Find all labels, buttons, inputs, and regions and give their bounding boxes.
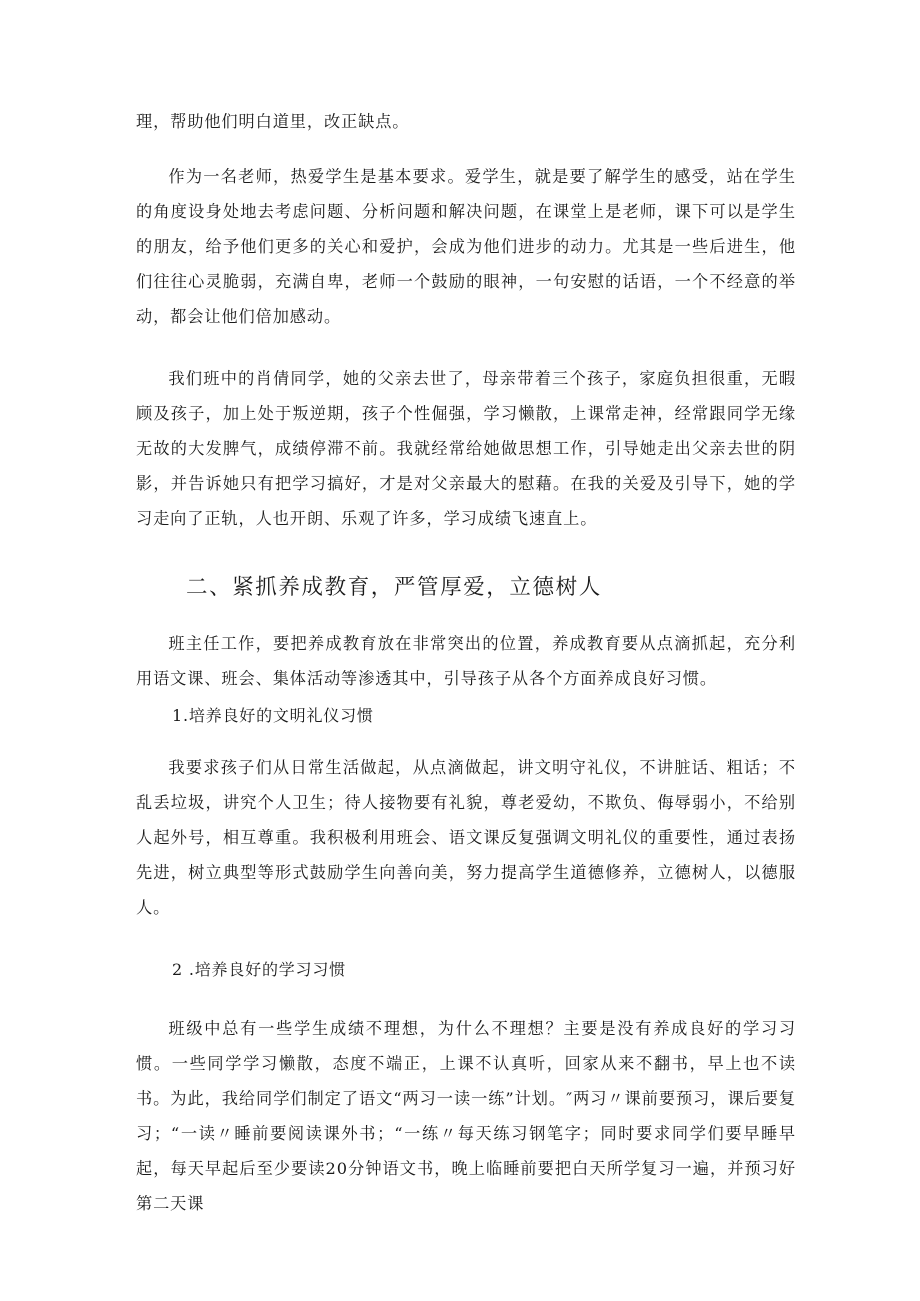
subheading-etiquette: 1.培养良好的文明礼仪习惯	[172, 706, 374, 725]
paragraph-study-habits: 班级中总有一些学生成绩不理想，为什么不理想？主要是没有养成良好的学习习惯。一些同学学习懒散，态度不端正，上课不认真听，回家从来不翻书，早上也不读书。为此，我给同学们制定了语文“两习一读一练”计划。″两习〃课前要预习，课后要复习；“一读〃睡前要阅读课外书；“一练〃每天练习钢笔字；同时要求同学们要早睡早起，每天早起后至少要读20分钟语文书，晚上临睡前要把白天所学复习一遍，并预习好第二天课	[136, 1019, 796, 1213]
paragraph-love-students: 作为一名老师，热爱学生是基本要求。爱学生，就是要了解学生的感受，站在学生的角度设身处地去考虑问题、分析问题和解决问题，在课堂上是老师，课下可以是学生的朋友，给予他们更多的关心和爱护，会成为他们进步的动力。尤其是一些后进生，他们往往心灵脆弱，充满自卑，老师一个鼓励的眼神，一句安慰的话语，一个不经意的举动，都会让他们倍加感动。	[136, 167, 796, 326]
paragraph-student-story: 我们班中的肖倩同学，她的父亲去世了，母亲带着三个孩子，家庭负担很重，无暇顾及孩子，加上处于叛逆期，孩子个性倔强，学习懒散，上课常走神，经常跟同学无缘无故的大发脾气，成绩停滞不前。我就经常给她做思想工作，引导她走出父亲去世的阴影，并告诉她只有把学习搞好，才是对父亲最大的慰藉。在我的关爱及引导下，她的学习走向了正轨，人也开朗、乐观了许多，学习成绩飞速直上。	[136, 369, 796, 528]
paragraph-habit-education: 班主任工作，要把养成教育放在非常突出的位置，养成教育要从点滴抓起，充分利用语文课、班会、集体活动等渗透其中，引导孩子从各个方面养成良好习惯。	[136, 634, 796, 688]
section-heading: 二、紧抓养成教育，严管厚爱，立德树人	[186, 575, 602, 600]
paragraph-continuation: 理，帮助他们明白道里，改正缺点。	[136, 112, 410, 131]
paragraph-etiquette: 我要求孩子们从日常生活做起，从点滴做起，讲文明守礼仪，不讲脏话、粗话；不乱丢垃圾，讲究个人卫生；待人接物要有礼貌，尊老爱幼，不欺负、侮辱弱小，不给别人起外号，相互尊重。我积极利用班会、语文课反复强调文明礼仪的重要性，通过表扬先进，树立典型等形式鼓励学生向善向美，努力提高学生道德修养，立德树人，以德服人。	[136, 758, 796, 917]
subheading-study-habits: 2 .培养良好的学习习惯	[172, 960, 346, 979]
